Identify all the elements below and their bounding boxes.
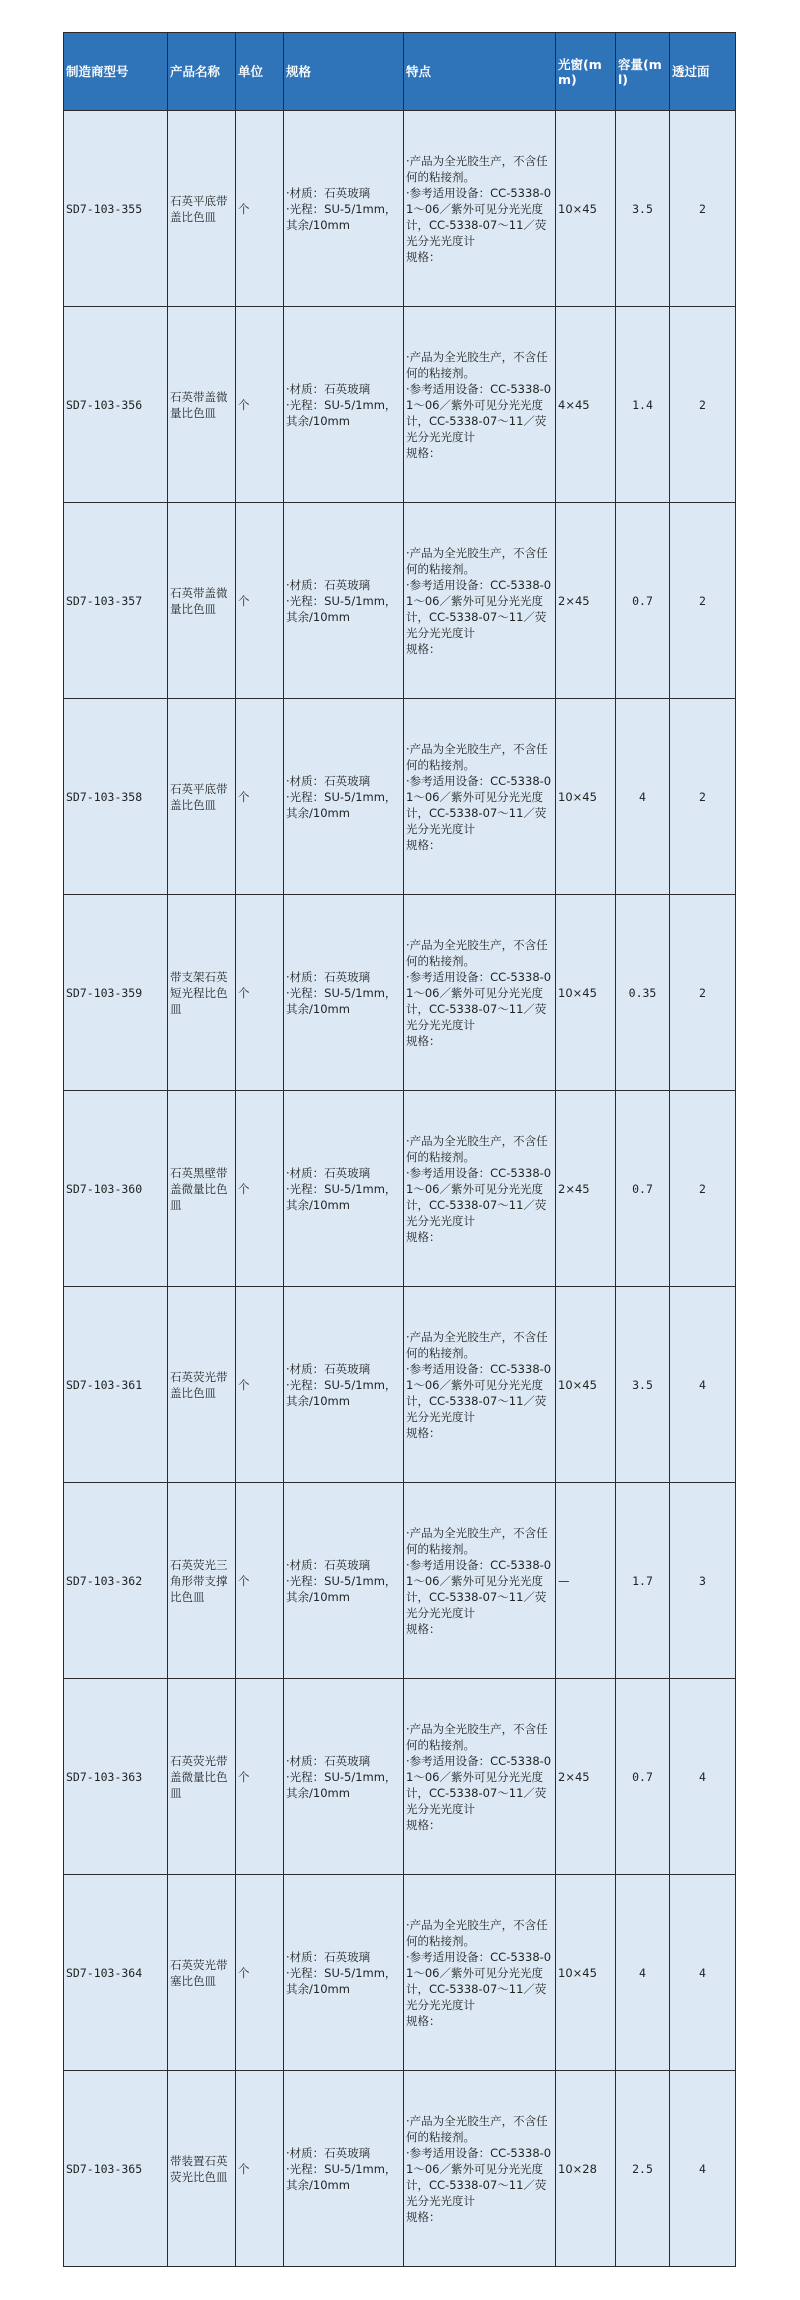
faces-cell: 2 [670,503,736,699]
model-cell: SD7-103-360 [64,1091,168,1287]
spec-cell-line: ·光程：SU-5/1mm，其余/10mm [286,1769,397,1800]
table-row [64,1483,736,1679]
feature-cell-line: ·产品为全光胶生产，不含任何的粘接剂。 [406,1917,548,1948]
feature-cell-line: 规格： [406,1425,441,1440]
feature-cell-line: 规格： [406,1817,441,1832]
header-faces: 透过面 [670,33,736,111]
spec-cell [284,1483,404,1679]
feature-cell [404,1091,556,1287]
feature-cell-line: ·参考适用设备：CC-5338-01～06／紫外可见分光光度计，CC-5338-07～11／荧光分光光度计 [406,1557,552,1620]
faces-cell: 4 [670,2071,736,2267]
feature-cell-line: 规格： [406,1621,441,1636]
spec-cell-line: ·光程：SU-5/1mm，其余/10mm [286,1573,397,1604]
table-row [64,895,736,1091]
model-cell: SD7-103-362 [64,1483,168,1679]
spec-cell-line: ·光程：SU-5/1mm，其余/10mm [286,201,397,232]
product-name-cell: 石英平底带盖比色皿 [168,111,236,307]
faces-cell: 2 [670,307,736,503]
unit-cell: 个 [236,503,284,699]
window-cell: 2×45 [556,503,616,699]
window-cell: 10×45 [556,1875,616,2071]
table-row [64,1091,736,1287]
spec-cell [284,1287,404,1483]
unit-cell: 个 [236,1875,284,2071]
capacity-cell: 3.5 [616,111,670,307]
spec-cell-line: ·材质：石英玻璃 [286,1753,371,1768]
spec-cell [284,111,404,307]
spec-cell-line: ·光程：SU-5/1mm，其余/10mm [286,593,397,624]
spec-cell-line: ·光程：SU-5/1mm，其余/10mm [286,1965,397,1996]
capacity-cell: 0.7 [616,1679,670,1875]
table-row [64,307,736,503]
spec-cell-line: ·材质：石英玻璃 [286,577,371,592]
spec-cell [284,1091,404,1287]
feature-cell-line: ·参考适用设备：CC-5338-01～06／紫外可见分光光度计，CC-5338-07～11／荧光分光光度计 [406,577,552,640]
feature-cell-line: 规格： [406,1229,441,1244]
feature-cell-line: 规格： [406,2013,441,2028]
product-name-cell: 石英荧光带盖微量比色皿 [168,1679,236,1875]
capacity-cell: 0.35 [616,895,670,1091]
feature-cell-line: ·产品为全光胶生产，不含任何的粘接剂。 [406,153,548,184]
spec-cell [284,699,404,895]
model-cell: SD7-103-358 [64,699,168,895]
spec-cell [284,1679,404,1875]
spec-cell-line: ·光程：SU-5/1mm，其余/10mm [286,1377,397,1408]
faces-cell: 2 [670,1091,736,1287]
spec-cell-line: ·光程：SU-5/1mm，其余/10mm [286,985,397,1016]
table-row [64,1875,736,2071]
table-row [64,1679,736,1875]
table-row [64,2071,736,2267]
product-name-cell: 石英带盖微量比色皿 [168,503,236,699]
unit-cell: 个 [236,1679,284,1875]
feature-cell [404,1287,556,1483]
feature-cell-line: ·参考适用设备：CC-5338-01～06／紫外可见分光光度计，CC-5338-07～11／荧光分光光度计 [406,969,552,1032]
spec-cell [284,895,404,1091]
unit-cell: 个 [236,699,284,895]
unit-cell: 个 [236,1091,284,1287]
spec-cell-line: ·材质：石英玻璃 [286,2145,371,2160]
feature-cell-line: ·产品为全光胶生产，不含任何的粘接剂。 [406,1721,548,1752]
spec-cell-line: ·材质：石英玻璃 [286,969,371,984]
model-cell: SD7-103-355 [64,111,168,307]
feature-cell-line: ·参考适用设备：CC-5338-01～06／紫外可见分光光度计，CC-5338-07～11／荧光分光光度计 [406,2145,552,2208]
product-table [63,32,736,2267]
spec-cell-line: ·材质：石英玻璃 [286,1361,371,1376]
feature-cell [404,111,556,307]
spec-cell [284,307,404,503]
feature-cell [404,503,556,699]
faces-cell: 2 [670,111,736,307]
window-cell: 4×45 [556,307,616,503]
model-cell: SD7-103-364 [64,1875,168,2071]
table-row [64,699,736,895]
unit-cell: 个 [236,2071,284,2267]
faces-cell: 3 [670,1483,736,1679]
feature-cell-line: ·参考适用设备：CC-5338-01～06／紫外可见分光光度计，CC-5338-07～11／荧光分光光度计 [406,381,552,444]
spec-cell-line: ·光程：SU-5/1mm，其余/10mm [286,2161,397,2192]
header-spec: 规格 [284,33,404,111]
feature-cell [404,307,556,503]
faces-cell: 2 [670,699,736,895]
header-capacity: 容量(ml) [616,33,670,111]
feature-cell [404,1483,556,1679]
product-name-cell: 带支架石英短光程比色皿 [168,895,236,1091]
table-row [64,1287,736,1483]
model-cell: SD7-103-356 [64,307,168,503]
spec-cell [284,2071,404,2267]
spec-cell-line: ·光程：SU-5/1mm，其余/10mm [286,789,397,820]
product-name-cell: 石英平底带盖比色皿 [168,699,236,895]
header-window: 光窗(mm) [556,33,616,111]
faces-cell: 2 [670,895,736,1091]
header-feature: 特点 [404,33,556,111]
spec-cell-line: ·材质：石英玻璃 [286,773,371,788]
faces-cell: 4 [670,1679,736,1875]
window-cell: 2×45 [556,1091,616,1287]
unit-cell: 个 [236,307,284,503]
feature-cell-line: 规格： [406,641,441,656]
feature-cell-line: ·参考适用设备：CC-5338-01～06／紫外可见分光光度计，CC-5338-07～11／荧光分光光度计 [406,1949,552,2012]
spec-cell [284,1875,404,2071]
feature-cell-line: 规格： [406,837,441,852]
spec-cell-line: ·材质：石英玻璃 [286,1165,371,1180]
feature-cell-line: 规格： [406,1033,441,1048]
header-unit: 单位 [236,33,284,111]
feature-cell [404,2071,556,2267]
feature-cell-line: ·产品为全光胶生产，不含任何的粘接剂。 [406,2113,548,2144]
model-cell: SD7-103-357 [64,503,168,699]
product-name-cell: 石英黑壁带盖微量比色皿 [168,1091,236,1287]
feature-cell-line: ·产品为全光胶生产，不含任何的粘接剂。 [406,937,548,968]
spec-cell-line: ·光程：SU-5/1mm，其余/10mm [286,397,397,428]
window-cell: 10×28 [556,2071,616,2267]
unit-cell: 个 [236,1287,284,1483]
model-cell: SD7-103-361 [64,1287,168,1483]
product-name-cell: 石英荧光带塞比色皿 [168,1875,236,2071]
faces-cell: 4 [670,1287,736,1483]
window-cell: 10×45 [556,111,616,307]
product-name-cell: 石英带盖微量比色皿 [168,307,236,503]
feature-cell-line: ·产品为全光胶生产，不含任何的粘接剂。 [406,545,548,576]
feature-cell-line: ·参考适用设备：CC-5338-01～06／紫外可见分光光度计，CC-5338-07～11／荧光分光光度计 [406,1753,552,1816]
feature-cell-line: ·产品为全光胶生产，不含任何的粘接剂。 [406,349,548,380]
product-name-cell: 石英荧光三角形带支撑比色皿 [168,1483,236,1679]
feature-cell-line: 规格： [406,249,441,264]
header-row [64,33,736,111]
spec-cell-line: ·光程：SU-5/1mm，其余/10mm [286,1181,397,1212]
feature-cell-line: ·参考适用设备：CC-5338-01～06／紫外可见分光光度计，CC-5338-07～11／荧光分光光度计 [406,1165,552,1228]
window-cell: — [556,1483,616,1679]
capacity-cell: 2.5 [616,2071,670,2267]
product-name-cell: 带装置石英荧光比色皿 [168,2071,236,2267]
feature-cell-line: 规格： [406,2209,441,2224]
spec-cell [284,503,404,699]
feature-cell-line: ·参考适用设备：CC-5338-01～06／紫外可见分光光度计，CC-5338-07～11／荧光分光光度计 [406,773,552,836]
model-cell: SD7-103-365 [64,2071,168,2267]
spec-cell-line: ·材质：石英玻璃 [286,1557,371,1572]
feature-cell-line: ·参考适用设备：CC-5338-01～06／紫外可见分光光度计，CC-5338-07～11／荧光分光光度计 [406,185,552,248]
capacity-cell: 0.7 [616,1091,670,1287]
header-name: 产品名称 [168,33,236,111]
feature-cell-line: 规格： [406,445,441,460]
window-cell: 10×45 [556,699,616,895]
capacity-cell: 0.7 [616,503,670,699]
capacity-cell: 3.5 [616,1287,670,1483]
unit-cell: 个 [236,111,284,307]
window-cell: 2×45 [556,1679,616,1875]
model-cell: SD7-103-363 [64,1679,168,1875]
table-row [64,503,736,699]
feature-cell [404,1679,556,1875]
model-cell: SD7-103-359 [64,895,168,1091]
feature-cell-line: ·产品为全光胶生产，不含任何的粘接剂。 [406,1329,548,1360]
capacity-cell: 4 [616,699,670,895]
faces-cell: 4 [670,1875,736,2071]
window-cell: 10×45 [556,895,616,1091]
product-name-cell: 石英荧光带盖比色皿 [168,1287,236,1483]
spec-cell-line: ·材质：石英玻璃 [286,1949,371,1964]
feature-cell [404,1875,556,2071]
unit-cell: 个 [236,1483,284,1679]
feature-cell-line: ·产品为全光胶生产，不含任何的粘接剂。 [406,1525,548,1556]
spec-cell-line: ·材质：石英玻璃 [286,185,371,200]
feature-cell-line: ·产品为全光胶生产，不含任何的粘接剂。 [406,1133,548,1164]
feature-cell [404,699,556,895]
capacity-cell: 1.4 [616,307,670,503]
capacity-cell: 4 [616,1875,670,2071]
table-row [64,111,736,307]
header-model: 制造商型号 [64,33,168,111]
capacity-cell: 1.7 [616,1483,670,1679]
feature-cell [404,895,556,1091]
window-cell: 10×45 [556,1287,616,1483]
feature-cell-line: ·产品为全光胶生产，不含任何的粘接剂。 [406,741,548,772]
spec-cell-line: ·材质：石英玻璃 [286,381,371,396]
unit-cell: 个 [236,895,284,1091]
feature-cell-line: ·参考适用设备：CC-5338-01～06／紫外可见分光光度计，CC-5338-07～11／荧光分光光度计 [406,1361,552,1424]
